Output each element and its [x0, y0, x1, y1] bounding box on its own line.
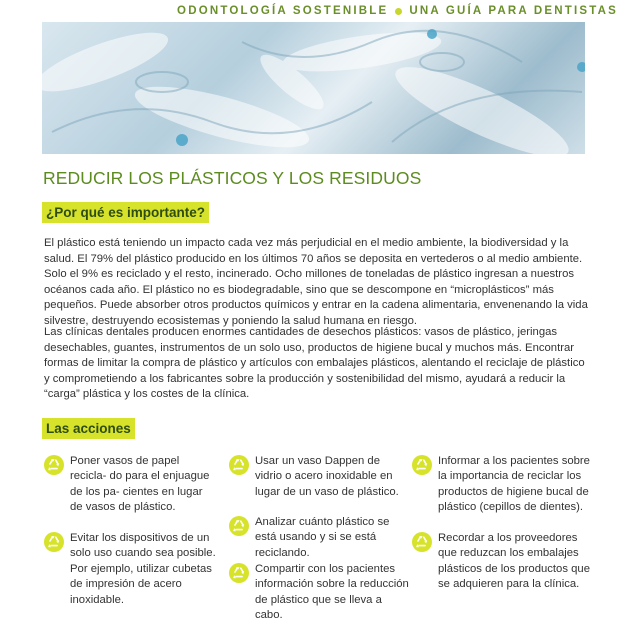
why-paragraph-2: Las clínicas dentales producen enormes cantidades de desechos plásticos: vasos de plástico, jeringas desechables, guantes, instrumentos de un solo uso, productos de higiene bucal y muchos más. Encontrar formas de limitar la compra de plástico y artículos con embalajes plásticos, alentando el reciclaje de plástico y comprometiendo a los fabricantes sobre la producción y sostenibilidad del mismo, ayudará a reducir la “carga” plástica y los costes de la clínica.	[44, 326, 585, 401]
action-item-text: Analizar cuánto plástico se está usando y si se está reciclando.	[255, 516, 390, 559]
action-item	[44, 531, 216, 608]
action-item-text: Compartir con los pacientes información sobre la reducción de plástico que se lleva a cabo.	[255, 563, 409, 622]
bottles-illustration	[42, 22, 585, 154]
recycle-icon	[229, 516, 249, 536]
header-right-text: UNA GUÍA PARA DENTISTAS	[409, 5, 618, 17]
recycle-icon	[229, 455, 249, 475]
action-item-text: Recordar a los proveedores que reduzcan los embalajes plásticos de los productos que se adquieren para la clínica.	[438, 532, 590, 591]
actions-heading: Las acciones	[42, 418, 135, 439]
recycle-icon	[412, 455, 432, 475]
header-separator-dot	[395, 8, 402, 15]
why-heading: ¿Por qué es importante?	[42, 202, 209, 223]
action-item	[229, 562, 409, 624]
action-item	[229, 515, 409, 561]
action-item-text: Usar un vaso Dappen de vidrio o acero inoxidable en lugar de un vaso de plástico.	[255, 455, 399, 498]
action-item-text: Evitar los dispositivos de un solo uso cuando sea posible. Por ejemplo, utilizar cubetas de impresión de acero inoxidable.	[70, 532, 216, 606]
header-left-text: ODONTOLOGÍA SOSTENIBLE	[177, 5, 389, 17]
recycle-icon	[44, 532, 64, 552]
action-item	[412, 454, 598, 516]
action-item-text: Informar a los pacientes sobre la importancia de reciclar los productos de higiene bucal de plástico (cepillos de dientes).	[438, 455, 590, 514]
recycle-icon	[44, 455, 64, 475]
recycle-icon	[412, 532, 432, 552]
section-title: REDUCIR LOS PLÁSTICOS Y LOS RESIDUOS	[43, 168, 422, 188]
why-paragraph-1: El plástico está teniendo un impacto cada vez más perjudicial en el medio ambiente, la biodiversidad y la salud. El 79% del plástico producido en los últimos 70 años se deposita en vertederos o al medio ambiente. Solo el 9% es reciclado y el resto, incinerado. Ocho millones de toneladas de plástico ingresan a nuestros océanos cada año. El plástico no es biodegradable, sino que se descompone en “microplásticos” más pequeños. Puede absorber otros productos químicos y entrar en la cadena alimentaria, envenenando la vida silvestre, destruyendo ecosistemas y poniendo la salud humana en riesgo.	[44, 237, 588, 327]
running-header	[0, 0, 640, 22]
action-item-text: Poner vasos de papel recicla- do para el enjuague de los pa- cientes en lugar de vasos de plástico.	[70, 455, 210, 514]
action-item	[229, 454, 409, 500]
recycle-icon	[229, 563, 249, 583]
action-item	[44, 454, 216, 516]
action-item	[412, 531, 598, 593]
plastic-bottles-photo	[42, 22, 585, 154]
